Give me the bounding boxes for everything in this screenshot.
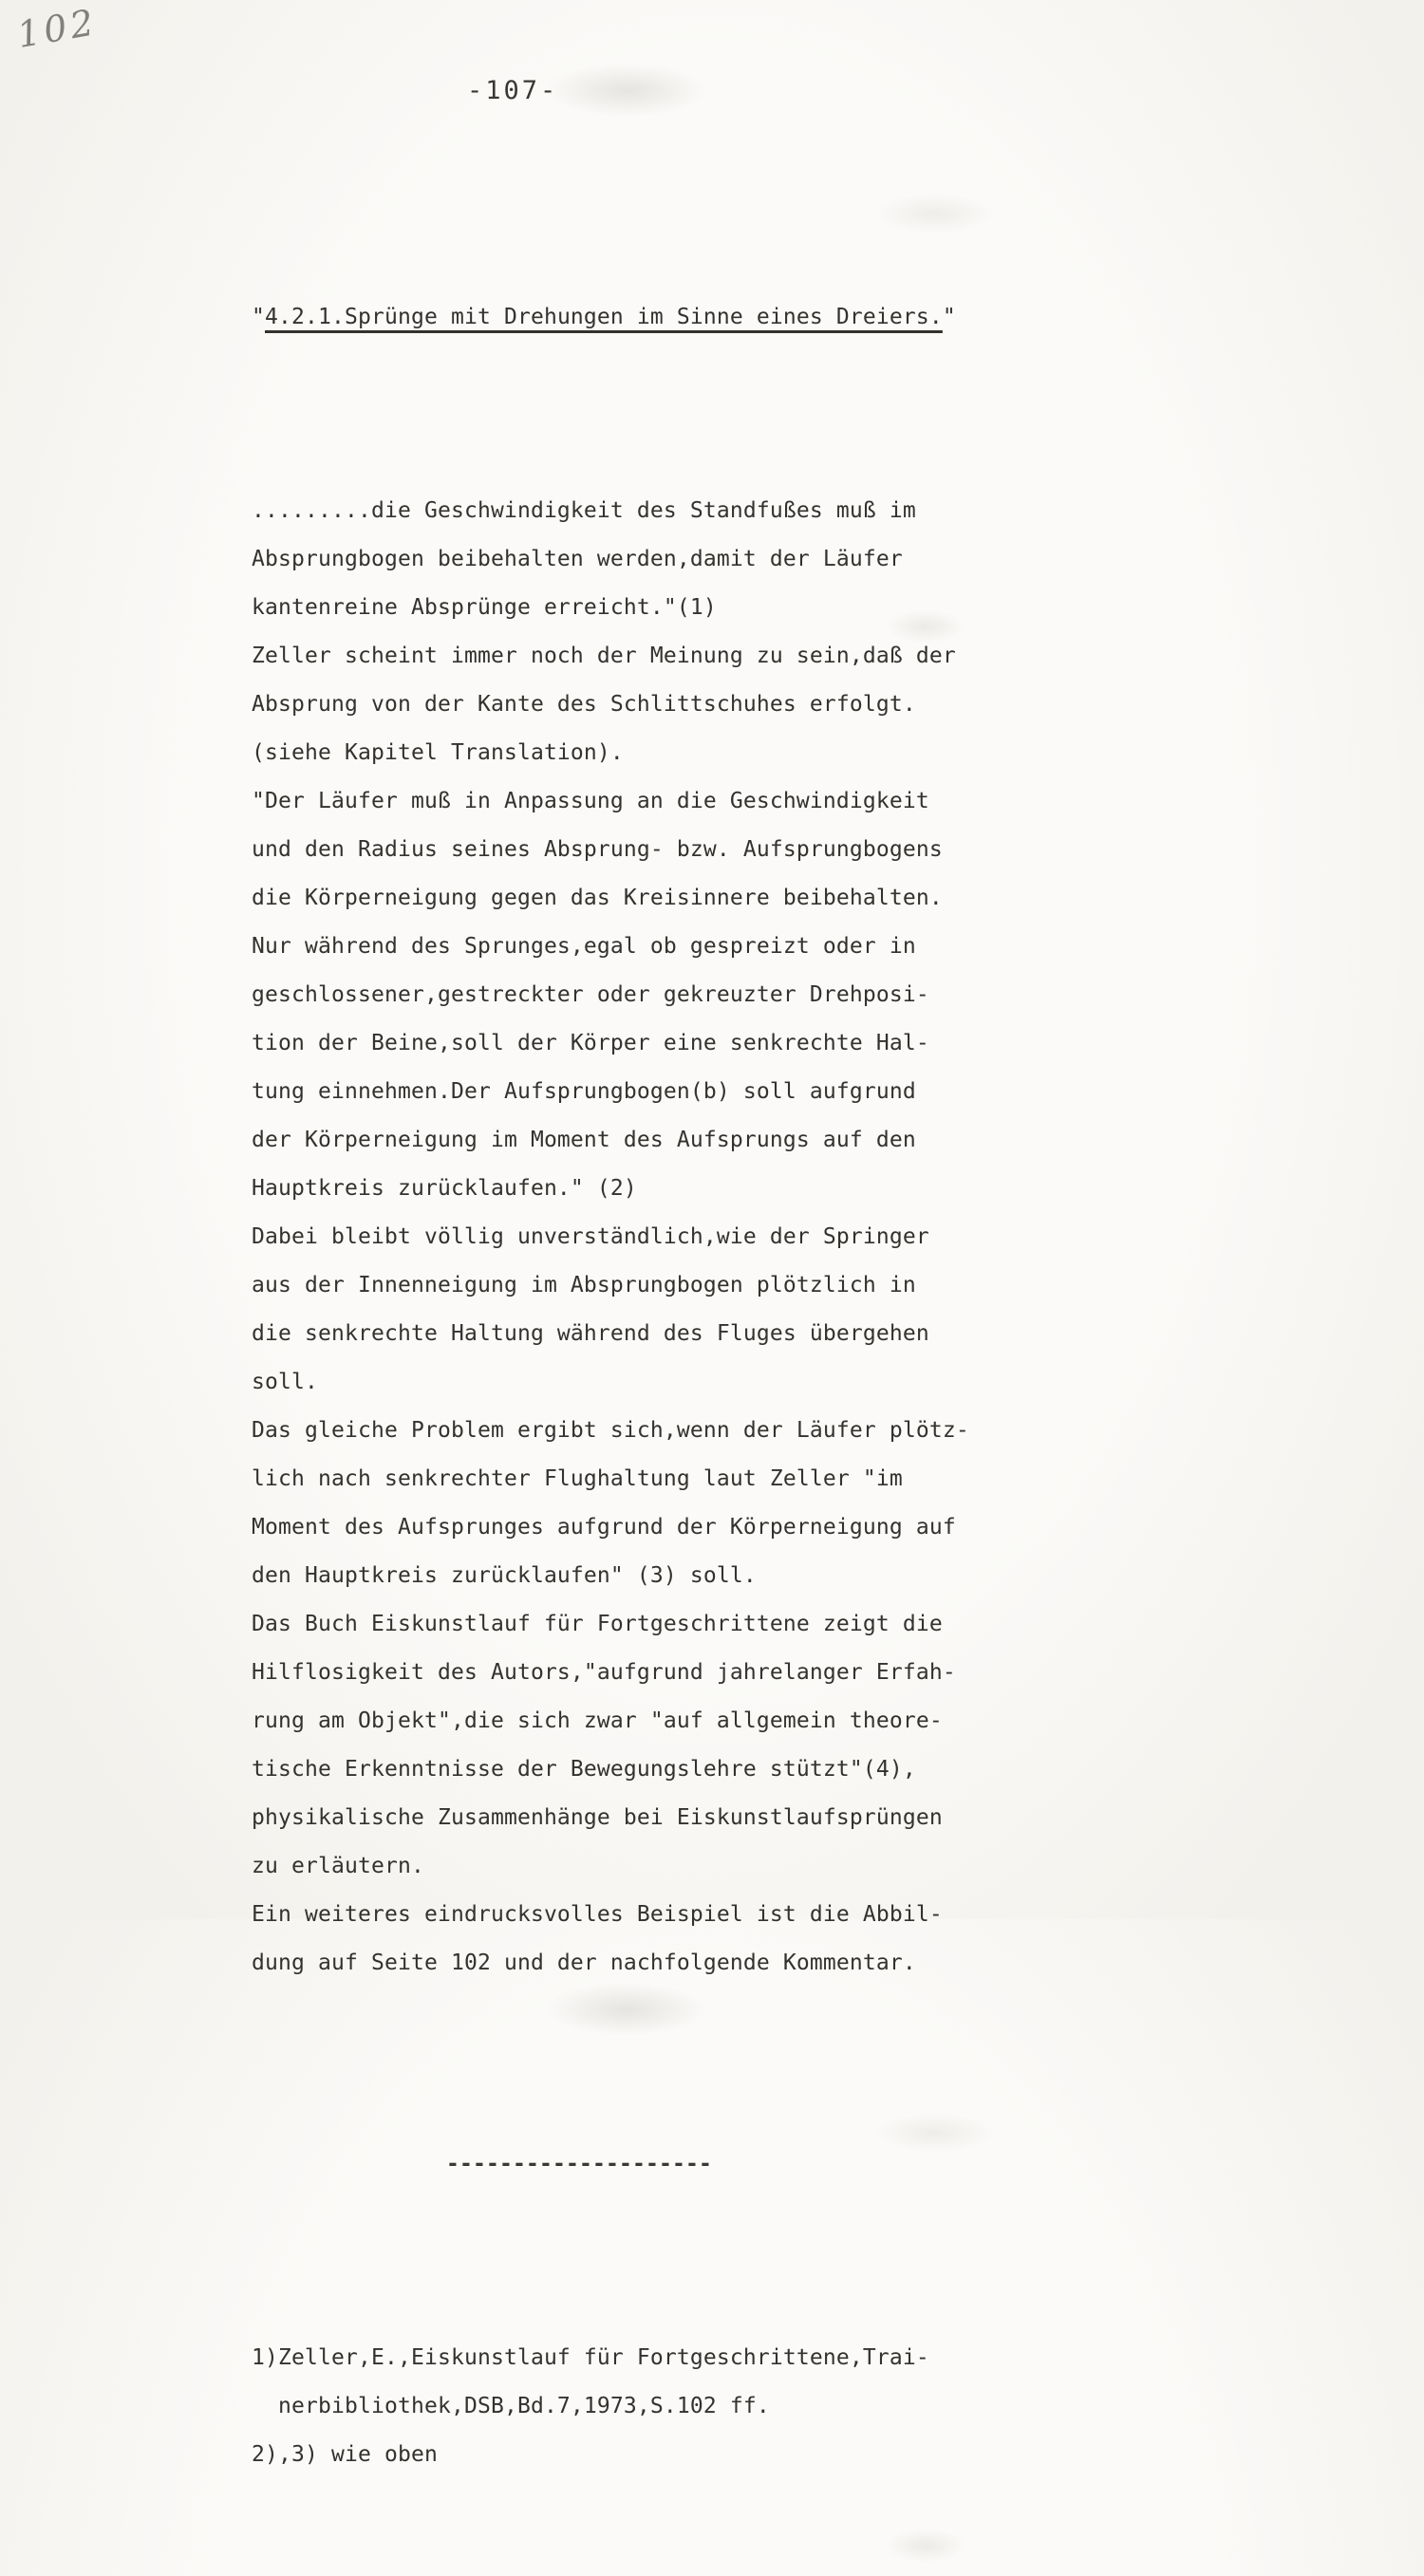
text-line: Absprungbogen beibehalten werden,damit der Läufer [252,547,903,571]
text-line: (siehe Kapitel Translation). [252,740,624,765]
text-line: tische Erkenntnisse der Bewegungslehre stützt"(4), [252,1757,916,1782]
text-line: Ein weiteres eindrucksvolles Beispiel ist die Abbil- [252,1902,943,1927]
text-line: geschlossener,gestreckter oder gekreuzter Drehposi- [252,982,929,1007]
text-line: Moment des Aufsprunges aufgrund der Körperneigung auf [252,1515,956,1540]
text-line: Nur während des Sprunges,egal ob gespreizt oder in [252,934,916,959]
footnote-line: 2),3) wie oben [252,2442,438,2467]
page-number: -107- [467,76,559,105]
text-line: rung am Objekt",die sich zwar "auf allgemein theore- [252,1708,943,1733]
text-line: tion der Beine,soll der Körper eine senkrechte Hal- [252,1031,929,1055]
text-line: den Hauptkreis zurücklaufen" (3) soll. [252,1563,757,1588]
footnote-line: 1)Zeller,E.,Eiskunstlauf für Fortgeschrittene,Trai- [252,2345,929,2370]
text-line: aus der Innenneigung im Absprungbogen plötzlich in [252,1273,916,1297]
heading-text: 4.2.1.Sprünge mit Drehungen im Sinne eines Dreiers. [265,305,943,329]
text-line: physikalische Zusammenhänge bei Eiskunstlaufsprüngen [252,1805,943,1830]
document-body [252,148,1011,2576]
text-line: zu erläutern. [252,1854,424,1878]
text-line: kantenreine Absprünge erreicht."(1) [252,595,717,620]
text-line: Hilflosigkeit des Autors,"aufgrund jahrelanger Erfah- [252,1660,956,1685]
text-line: und den Radius seines Absprung- bzw. Aufsprungbogens [252,837,943,862]
heading-close-quote: " [942,305,956,329]
text-line: soll. [252,1370,318,1394]
text-line: Das Buch Eiskunstlauf für Fortgeschrittene zeigt die [252,1612,943,1636]
text-line: Zeller scheint immer noch der Meinung zu sein,daß der [252,644,956,668]
text-line: die Körperneigung gegen das Kreisinnere beibehalten. [252,886,943,910]
section-heading [252,293,1011,342]
text-line: lich nach senkrechter Flughaltung laut Zeller "im [252,1466,903,1491]
text-line: die senkrechte Haltung während des Fluges übergehen [252,1321,929,1346]
text-line: "Der Läufer muß in Anpassung an die Geschwindigkeit [252,789,929,813]
text-line: dung auf Seite 102 und der nachfolgende Kommentar. [252,1951,916,1975]
handwritten-page-note: 102 [13,0,101,57]
footnote-separator: -------------------- [446,2152,712,2176]
body-lines [252,487,1011,1988]
text-line: Hauptkreis zurücklaufen." (2) [252,1176,637,1201]
text-line: .........die Geschwindigkeit des Standfußes muß im [252,498,916,523]
footnotes [252,2334,1011,2479]
footnote-line: nerbibliothek,DSB,Bd.7,1973,S.102 ff. [252,2394,770,2418]
heading-open-quote: " [252,305,265,329]
text-line: Dabei bleibt völlig unverständlich,wie der Springer [252,1224,929,1249]
text-line: Das gleiche Problem ergibt sich,wenn der Läufer plötz- [252,1418,969,1443]
text-line: tung einnehmen.Der Aufsprungbogen(b) soll aufgrund [252,1079,916,1104]
text-line: der Körperneigung im Moment des Aufsprungs auf den [252,1128,916,1152]
text-line: Absprung von der Kante des Schlittschuhes erfolgt. [252,692,916,717]
